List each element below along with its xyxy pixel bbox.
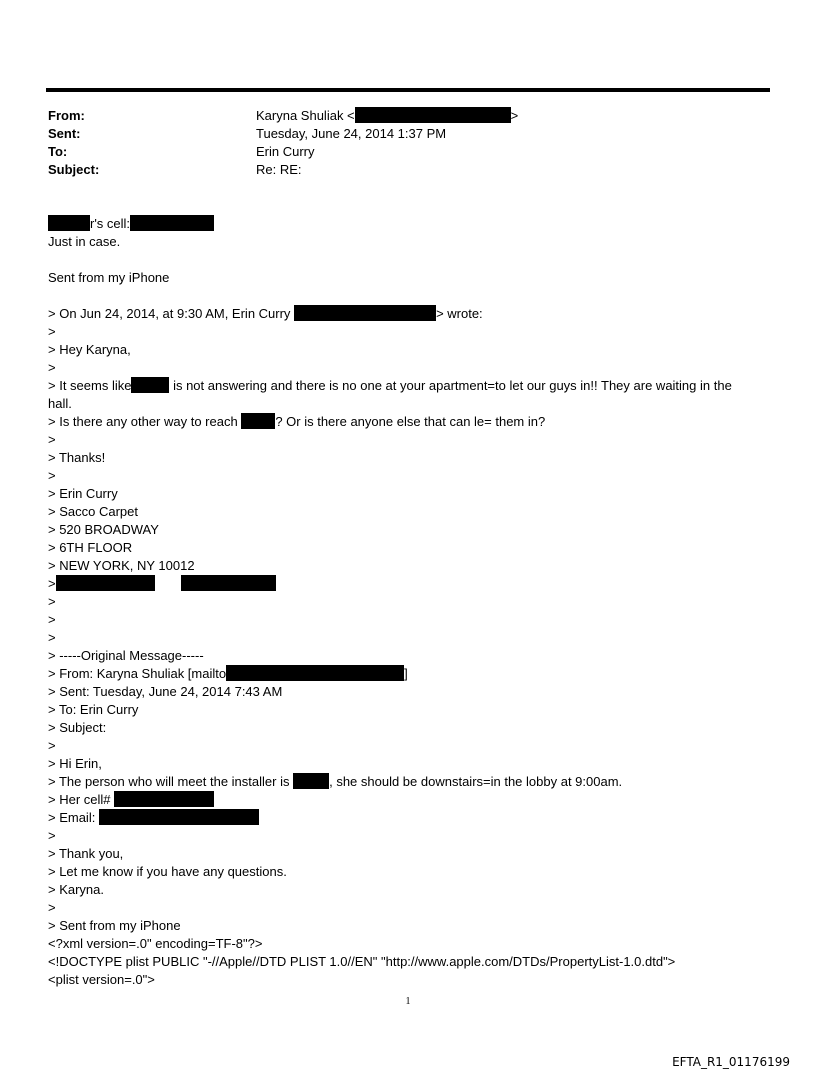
redaction-block xyxy=(114,791,214,807)
body-line: > xyxy=(48,432,56,447)
body-line: > xyxy=(48,738,56,753)
body-line: > Hey Karyna, xyxy=(48,342,131,357)
body-line: Sent from my iPhone xyxy=(48,270,170,285)
page-number: 1 xyxy=(405,996,411,1007)
body-line: > xyxy=(48,900,56,915)
to-label: To: xyxy=(48,144,68,159)
from-value xyxy=(256,107,518,125)
redaction-block xyxy=(99,809,259,825)
body-line: > Sacco Carpet xyxy=(48,504,138,519)
body-line: > Her cell# xyxy=(48,791,214,809)
body-line: > xyxy=(48,612,56,627)
body-line: > To: Erin Curry xyxy=(48,702,139,717)
from-label: From: xyxy=(48,108,85,123)
redaction-block xyxy=(226,665,404,681)
body-line: > Erin Curry xyxy=(48,486,118,501)
body-line: > xyxy=(48,594,56,609)
from-close: > xyxy=(510,108,519,123)
body-line: > It seems like is not answering and there is no one at your apartment=to let our guys in!! They are waiting in the xyxy=(48,378,732,393)
subject-label: Subject: xyxy=(48,162,100,177)
body-line: Just in case. xyxy=(48,234,121,249)
redaction-block xyxy=(181,575,276,591)
body-line: r's cell: xyxy=(48,215,214,233)
redaction-block xyxy=(56,575,155,591)
body-line: <?xml version=.0" encoding=TF-8"?> xyxy=(48,936,263,951)
body-line: > Karyna. xyxy=(48,882,105,897)
document-id: EFTA_R1_01176199 xyxy=(672,1055,790,1069)
body-line: > xyxy=(48,360,56,375)
body-line: <plist version=.0"> xyxy=(48,972,155,987)
redaction-block xyxy=(131,377,169,393)
body-line: > Sent: Tuesday, June 24, 2014 7:43 AM xyxy=(48,684,283,699)
sent-value: Tuesday, June 24, 2014 1:37 PM xyxy=(256,126,447,141)
body-line: > xyxy=(48,828,56,843)
body-line: <!DOCTYPE plist PUBLIC "-//Apple//DTD PLIST 1.0//EN" "http://www.apple.com/DTDs/PropertyList-1.0.dtd"> xyxy=(48,954,676,969)
body-line: > NEW YORK, NY 10012 xyxy=(48,558,195,573)
body-line: > xyxy=(48,630,56,645)
to-value: Erin Curry xyxy=(256,144,315,159)
redaction-block xyxy=(241,413,275,429)
subject-value: Re: RE: xyxy=(256,162,302,177)
body-line: > Is there any other way to reach ? Or is there anyone else that can le= them in? xyxy=(48,414,546,429)
body-line: > Sent from my iPhone xyxy=(48,918,181,933)
body-line: > 520 BROADWAY xyxy=(48,522,159,537)
redaction-block xyxy=(293,773,329,789)
header-rule xyxy=(46,88,770,92)
redaction-block xyxy=(294,305,436,321)
body-line: > xyxy=(48,324,56,339)
body-line: > On Jun 24, 2014, at 9:30 AM, Erin Curry > wrote: xyxy=(48,306,483,321)
body-line: > Let me know if you have any questions. xyxy=(48,864,287,879)
body-line: > Subject: xyxy=(48,720,107,735)
redaction-block xyxy=(48,215,90,231)
redaction-block xyxy=(130,215,214,231)
body-line: > xyxy=(48,575,276,593)
sent-label: Sent: xyxy=(48,126,81,141)
body-line: > Email: xyxy=(48,809,259,827)
body-line: > xyxy=(48,468,56,483)
body-line: > From: Karyna Shuliak [mailto ] xyxy=(48,666,408,681)
from-name: Karyna Shuliak < xyxy=(256,108,355,123)
body-line: > Thanks! xyxy=(48,450,106,465)
body-line: hall. xyxy=(48,396,72,411)
redaction-block xyxy=(355,107,511,123)
body-line: > The person who will meet the installer is , she should be downstairs=in the lobby at 9:00am. xyxy=(48,774,623,789)
body-line: > -----Original Message----- xyxy=(48,648,204,663)
body-line: > 6TH FLOOR xyxy=(48,540,133,555)
body-line: > Hi Erin, xyxy=(48,756,102,771)
body-line: > Thank you, xyxy=(48,846,124,861)
